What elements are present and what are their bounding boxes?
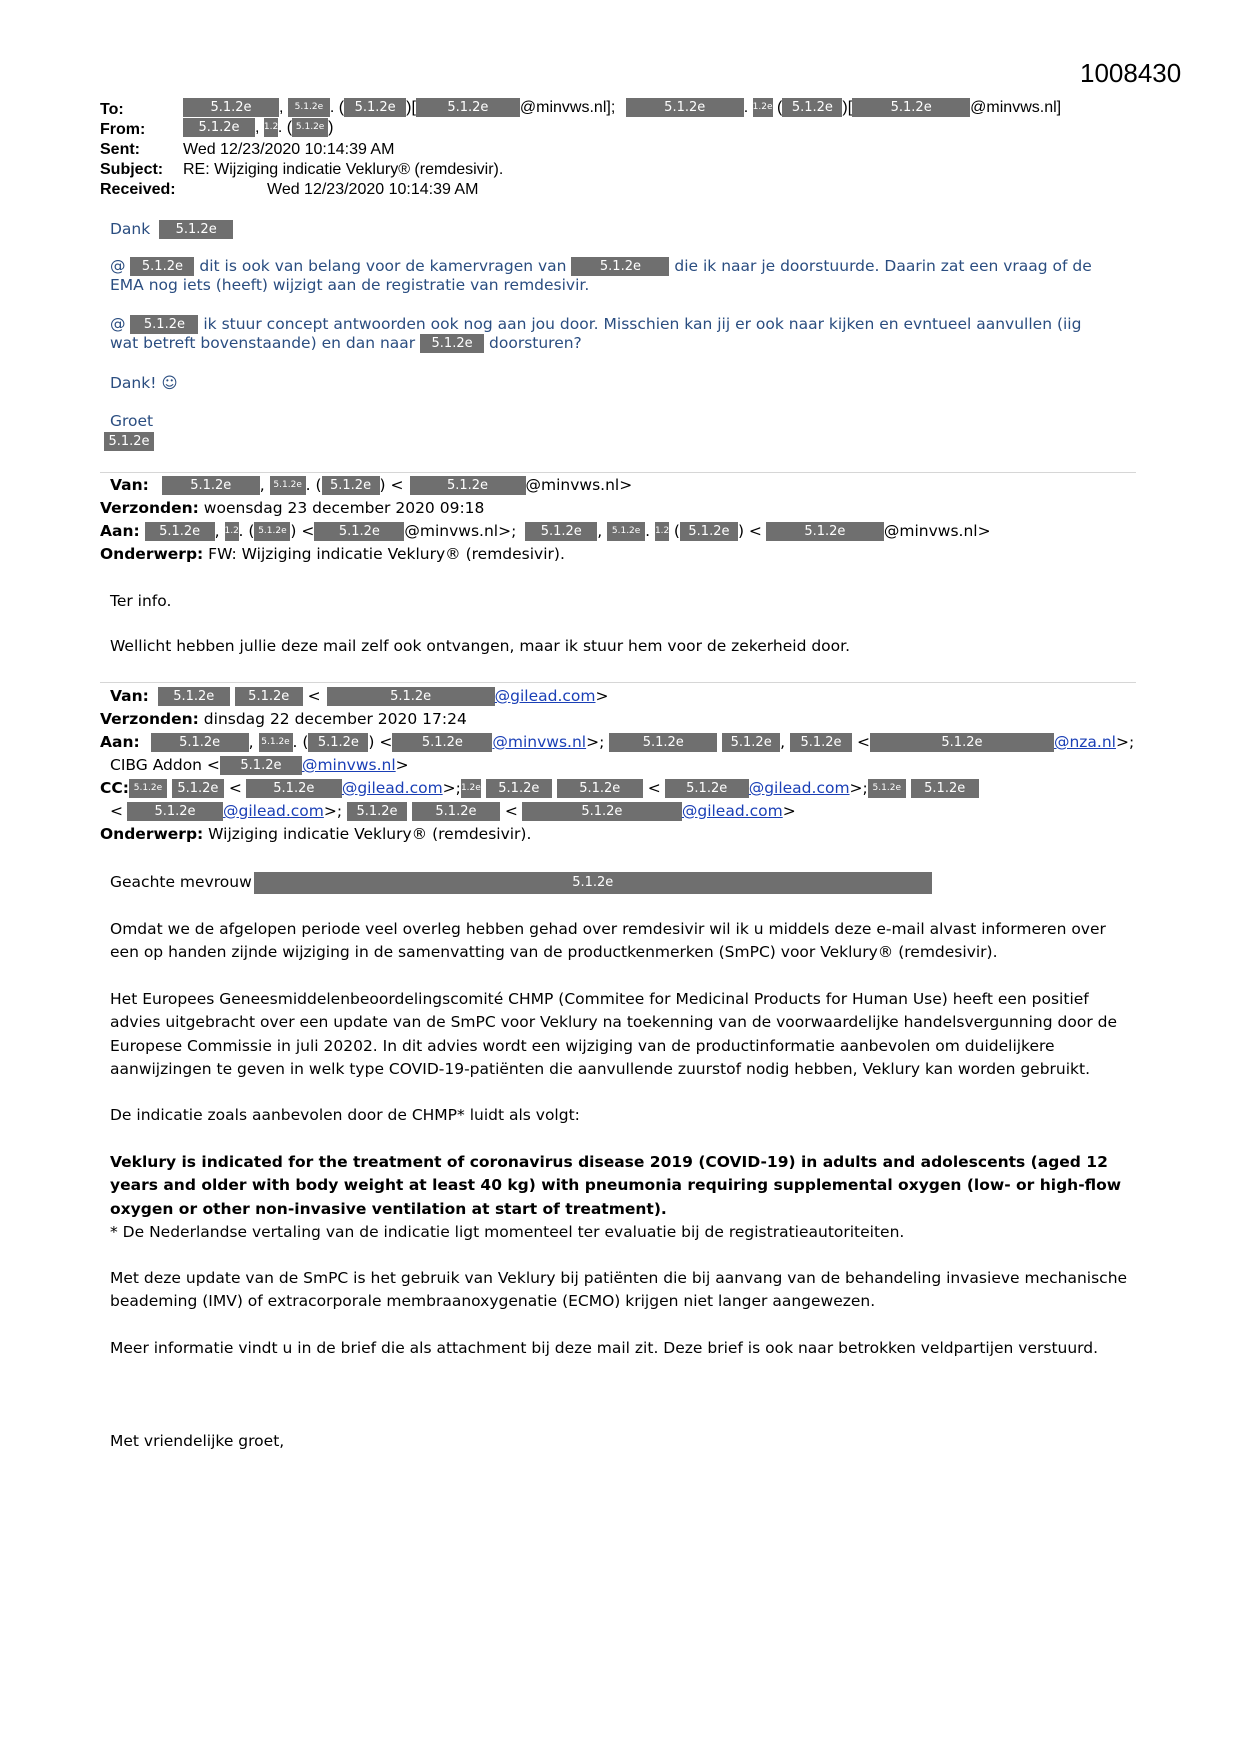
redaction-box: 5.1.2e [327,687,495,706]
redaction-box: 5.1.2e [235,687,303,706]
received-value: Wed 12/23/2020 10:14:39 AM [267,181,479,198]
sent-label: Sent: [100,141,140,158]
redaction-box: 5.1.2e [420,334,484,353]
reply-thanks [110,220,233,239]
reply-greeting: Groet [110,412,154,430]
fw1-from: Van: 5.1.2e , 5.1.2e . ( 5.1.2e ) < 5.1.2e @minvws.nl> [110,476,633,494]
redaction-box: 5.1.2e [680,522,738,541]
fw2-to-email-3[interactable]: @minvws.nl [301,756,396,774]
redaction-box: 5.1.2e [314,522,404,541]
redaction-box: 5.1.2e [782,98,842,117]
divider [100,472,1136,473]
fw2-sent: Verzonden: dinsdag 22 december 2020 17:24 [100,710,467,728]
letter-paragraph-3: De indicatie zoals aanbevolen door de CHMP* luidt als volgt: [110,1106,580,1124]
redaction-box: 5.1.2e [790,733,852,752]
redaction-box: 5.1.2e [162,476,260,495]
redaction-box: 5.1.2e [486,779,552,798]
document-number: 1008430 [1080,58,1182,88]
redaction-box: 5.1.2e [322,476,380,495]
divider [100,682,1136,683]
fw1-subject: Onderwerp: FW: Wijziging indicatie Veklury® (remdesivir). [100,545,565,563]
redaction-box: 5.1.2e [220,756,302,775]
to-email-domain-2: @minvws.nl] [970,99,1062,116]
to-email-domain: @minvws.nl]; [519,99,616,116]
redaction-box: 5.1.2e [665,779,749,798]
redaction-box: 5.1.2e [151,733,249,752]
indication-note: * De Nederlandse vertaling van de indicatie ligt momenteel ter evaluatie bij de registratieautoriteiten. [110,1222,905,1241]
fw2-cc-email-2[interactable]: @gilead.com [748,779,850,797]
letter-indication [110,1151,1130,1244]
redaction-box: 5.1.2e [254,522,290,541]
redaction-box: 5.1.2e [416,98,520,117]
indication-text: Veklury is indicated for the treatment of coronavirus disease 2019 (COVID-19) in adults and adolescents (aged 12 years and older with body weight at least 40 kg) with pneumonia requiring supplemental oxygen (low- or high-flow oxygen or other non-invasive ventilation at start of treatment). [110,1153,1122,1218]
sent-value: Wed 12/23/2020 10:14:39 AM [183,141,395,158]
redaction-box: 5.1.2e [607,522,645,541]
redaction-box: 5.1.2e [392,733,492,752]
fw2-to-cont: CIBG Addon < 5.1.2e @minvws.nl> [110,756,409,774]
redaction-box: 5.1.2e [852,98,970,117]
fw2-to-email-2[interactable]: @nza.nl [1053,733,1116,751]
redaction-box: 5.1.2e [104,432,154,451]
redaction-box: 5.1.2e [412,802,500,821]
letter-paragraph-6: Meer informatie vindt u in de brief die als attachment bij deze mail zit. Deze brief is ook naar betrokken veldpartijen verstuurd. [110,1339,1099,1357]
redaction-box: 5.1.2e [347,802,407,821]
redaction-box: 5.1.2e [246,779,342,798]
redaction-box: 5.1.2e [410,476,526,495]
redaction-box: 1.2 [655,522,669,541]
fw2-cc-email-4[interactable]: @gilead.com [681,802,783,820]
reply-line-1: @ 5.1.2e dit is ook van belang voor de kamervragen van 5.1.2e die ik naar je doorstuurde. Daarin zat een vraag of de [110,257,1092,275]
redaction-box: 1.2 [225,522,239,541]
redaction-box: 5.1.2e [722,733,780,752]
redaction-box: 5.1.2e [522,802,682,821]
to-recipients: 5.1.2e , 5.1.2e . ( 5.1.2e )[ 5.1.2e @minvws.nl]; 5.1.2e . 1.2e ( 5.1.2e )[ 5.1.2e @minvws.nl] [183,98,1061,118]
redaction-box: 5.1.2e [183,98,279,117]
fw1-to: Aan: 5.1.2e , 1.2. ( 5.1.2e ) < 5.1.2e @minvws.nl>; 5.1.2e , 5.1.2e . 1.2 ( 5.1.2e ) < 5.1.2e @minvws.nl> [100,522,991,540]
redaction-box: 5.1.2e [868,779,906,798]
redaction-box: 5.1.2e [609,733,717,752]
fw1-body-2: Wellicht hebben jullie deze mail zelf ook ontvangen, maar ik stuur hem voor de zekerheid door. [110,637,851,655]
redaction-box: 5.1.2e [626,98,744,117]
redaction-box: 1.2e [753,98,773,117]
redaction-box: 5.1.2e [159,220,233,239]
redaction-box: 5.1.2e [129,779,167,798]
fw1-sent: Verzonden: woensdag 23 december 2020 09:18 [100,499,485,517]
redaction-box: 5.1.2e [130,257,194,276]
redaction-box: 5.1.2e [183,118,255,137]
fw2-cc-cont: < 5.1.2e @gilead.com>; 5.1.2e 5.1.2e < 5.1.2e @gilead.com> [110,802,796,820]
fw2-to: Aan: 5.1.2e , 5.1.2e . ( 5.1.2e ) < 5.1.2e @minvws.nl>; 5.1.2e 5.1.2e , 5.1.2e < 5.1.2e @nza.nl>; [100,733,1135,751]
reply-thanks-text: Dank [110,220,151,238]
redaction-box: 5.1.2e [254,872,932,894]
redaction-box: 5.1.2e [911,779,979,798]
redaction-box: 1.2 [264,118,278,137]
fw2-from-email[interactable]: @gilead.com [494,687,596,705]
from-label: From: [100,121,146,138]
redaction-box: 5.1.2e [259,733,293,752]
fw2-cc: CC: 5.1.2e 5.1.2e < 5.1.2e @gilead.com>;1.2e 5.1.2e 5.1.2e < 5.1.2e @gilead.com>; 5.1.2e 5.1.2e [100,777,979,800]
reply-line-2: @ 5.1.2e ik stuur concept antwoorden ook nog aan jou door. Misschien kan jij er ook naar kijken en evntueel aanvullen (iig [110,315,1082,333]
to-label: To: [100,101,124,118]
received-label: Received: [100,181,176,198]
redaction-box: 5.1.2e [158,687,230,706]
redaction-box: 5.1.2e [344,98,406,117]
redaction-box: 5.1.2e [557,779,643,798]
fw2-from: Van: 5.1.2e 5.1.2e < 5.1.2e @gilead.com> [110,687,609,705]
letter-paragraph-2: Het Europees Geneesmiddelenbeoordelingscomité CHMP (Commitee for Medicinal Products for Human Use) heeft een positief advies uitgebracht over een update van de SmPC voor Veklury na toekenning van de voorwaardelijke handelsvergunning door de Europese Commissie in juli 20202. In dit advies wordt een wijziging van de productinformatie aanbevolen om duidelijkere aanwijzingen te geven in welk type COVID-19-patiënten die aanvullende zuurstof nodig hebben, Veklury kan worden gebruikt. [110,990,1118,1078]
reply-line-2-cont: wat betreft bovenstaande) en dan naar 5.1.2e doorsturen? [110,334,582,352]
fw2-cc-email-1[interactable]: @gilead.com [341,779,443,797]
fw2-to-email-1[interactable]: @minvws.nl [492,733,587,751]
letter-closing: Met vriendelijke groet, [110,1432,285,1450]
reply-line-1-cont: EMA nog iets (heeft) wijzigt aan de registratie van remdesivir. [110,276,590,294]
subject-value: RE: Wijziging indicatie Veklury® (remdesivir). [183,161,504,178]
fw1-body-1: Ter info. [110,592,172,610]
letter-salutation: Geachte mevrouw 5.1.2e [110,871,932,894]
redaction-box: 5.1.2e [870,733,1054,752]
redaction-box: 5.1.2e [172,779,224,798]
subject-label: Subject: [100,161,164,178]
fw2-cc-email-3[interactable]: @gilead.com [223,802,324,820]
letter-paragraph-1: Omdat we de afgelopen periode veel overleg hebben gehad over remdesivir wil ik u middels deze e-mail alvast informeren over een op handen zijnde wijziging in de samenvatting van de productkenmerken (SmPC) voor Veklury® (remdesivir). [110,920,1106,962]
redaction-box: 5.1.2e [525,522,597,541]
redaction-box: 5.1.2e [270,476,306,495]
redaction-box: 5.1.2e [127,802,223,821]
reply-thanks-2: Dank! ☺ [110,374,178,392]
redaction-box: 1.2e [461,779,481,798]
redaction-box: 5.1.2e [130,315,198,334]
from-value: 5.1.2e , 1.2. ( 5.1.2e ) [183,118,333,138]
redaction-box: 5.1.2e [145,522,215,541]
redaction-box: 5.1.2e [571,257,669,276]
letter-paragraph-5: Met deze update van de SmPC is het gebruik van Veklury bij patiënten die bij aanvang van de behandeling invasieve mechanische beademing (IMV) of extracorporale membraanoxygenatie (ECMO) krijgen niet langer aangewezen. [110,1269,1128,1311]
redaction-box: 5.1.2e [292,118,328,137]
redaction-box: 5.1.2e [766,522,884,541]
redaction-box: 5.1.2e [288,98,330,117]
redaction-box: 5.1.2e [308,733,368,752]
fw2-subject: Onderwerp: Wijziging indicatie Veklury® (remdesivir). [100,825,532,843]
